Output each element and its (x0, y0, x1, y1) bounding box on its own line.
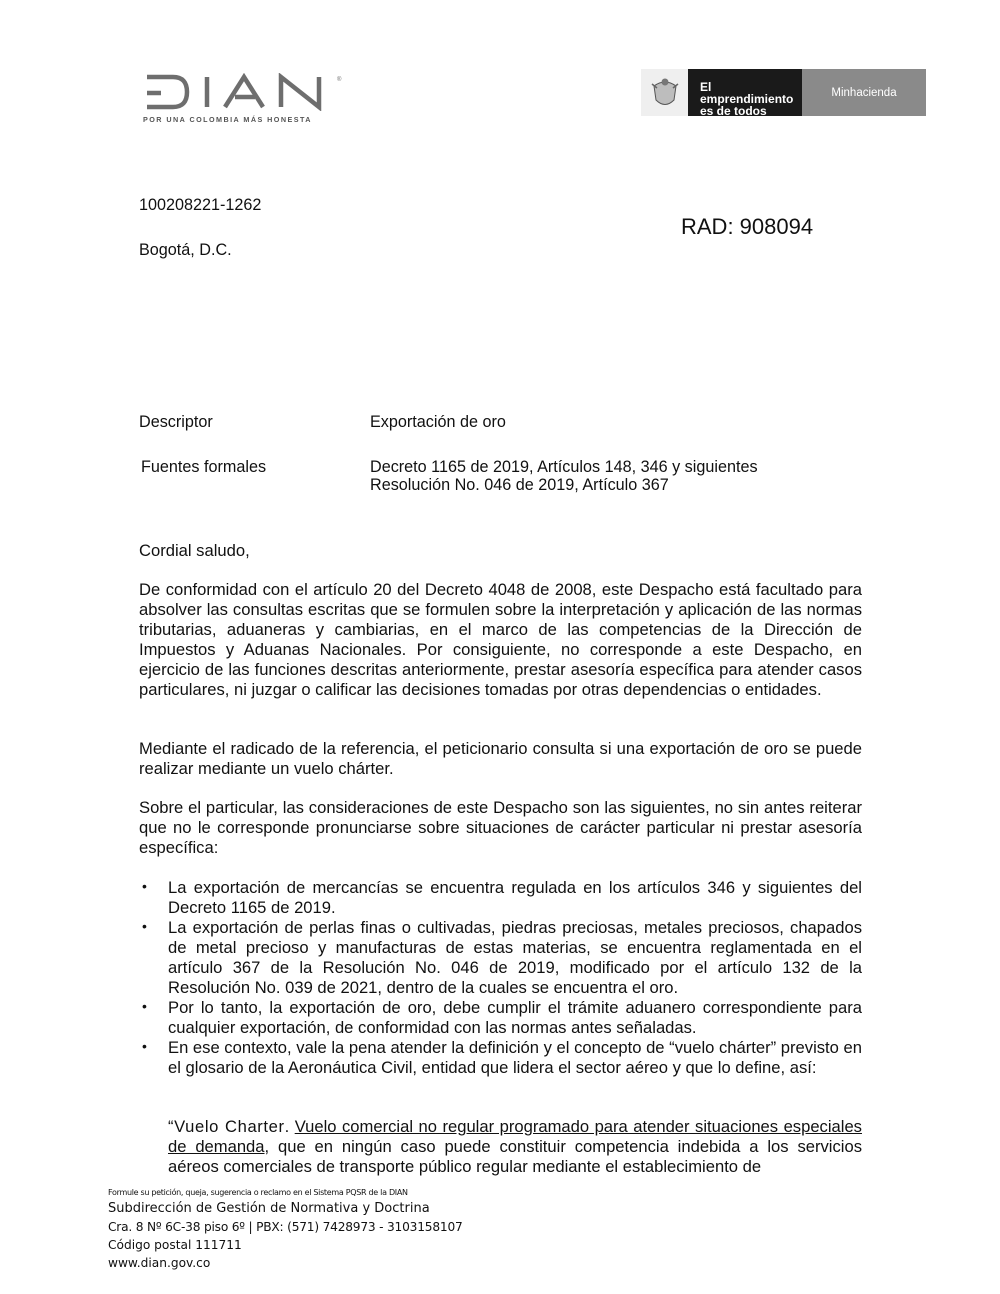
footer-postal-code: Código postal 111711 (108, 1238, 242, 1252)
gov-slogan (688, 69, 802, 116)
quote-definition: Vuelo comercial no regular programado para atender situaciones especiales de demanda (168, 1117, 862, 1156)
bullet-icon: • (142, 998, 147, 1014)
bullet-item: Por lo tanto, la exportación de oro, debe cumplir el trámite aduanero correspondiente para cualquier exportación, de conformidad con las normas antes señaladas. (168, 998, 862, 1037)
coat-of-arms-icon (641, 69, 688, 116)
paragraph-3: Sobre el particular, las consideraciones de este Despacho son las siguientes, no sin antes reiterar que no le corresponde pronunciarse sobre situaciones de carácter particular ni prestar asesoría específica: (139, 798, 862, 857)
quote-paragraph (168, 1117, 862, 1177)
fuentes-line-2: Resolución No. 046 de 2019, Artículo 367 (370, 476, 669, 494)
bullet-item: En ese contexto, vale la pena atender la definición y el concepto de “vuelo chárter” previsto en el glosario de la Aeronáutica Civil, entidad que lidera el sector aéreo y que lo define, así: (168, 1038, 862, 1077)
logo-tagline: POR UNA COLOMBIA MÁS HONESTA (143, 115, 312, 124)
bullet-icon: • (142, 878, 147, 894)
bullet-icon: • (142, 918, 147, 934)
gov-slogan-line2: es de todos (700, 104, 767, 118)
footer-subdireccion: Subdirección de Gestión de Normativa y Doctrina (108, 1201, 430, 1216)
ministry-label: Minhacienda (802, 69, 926, 116)
fuentes-line-1: Decreto 1165 de 2019, Artículos 148, 346 y siguientes (370, 458, 758, 476)
dian-logo (143, 73, 343, 111)
bullet-icon: • (142, 1038, 147, 1054)
fuentes-label: Fuentes formales (141, 458, 267, 476)
quote-term: “Vuelo Charter (168, 1117, 285, 1136)
bullet-item: La exportación de mercancías se encuentra regulada en los artículos 346 y siguientes del Decreto 1165 de 2019. (168, 878, 862, 917)
paragraph-2: Mediante el radicado de la referencia, el peticionario consulta si una exportación de oro se puede realizar mediante un vuelo chárter. (139, 739, 862, 778)
bullet-item: La exportación de perlas finas o cultivadas, piedras preciosas, metales preciosos, chapados de metal precioso y manufacturas de estas materias, se encuentra reglamentada en el artículo 367 de la Resolución No. 046 de 2019, modificado por el artículo 132 de la Resolución No. 039 de 2021, dentro de la cuales se encuentra el oro. (168, 918, 862, 997)
footer-pqsr-note: Formule su petición, queja, sugerencia o reclamo en el Sistema PQSR de la DIAN (108, 1188, 408, 1197)
quote-dot: . (284, 1117, 295, 1136)
gov-slogan-line1: El emprendimiento (700, 80, 794, 106)
footer-address: Cra. 8 Nº 6C-38 piso 6º | PBX: (571) 7428973 - 3103158107 (108, 1220, 463, 1234)
descriptor-label: Descriptor (139, 413, 213, 431)
svg-text:®: ® (337, 77, 342, 83)
greeting: Cordial saludo, (139, 541, 250, 560)
government-banner (641, 69, 926, 116)
footer-website-link[interactable]: www.dian.gov.co (108, 1256, 211, 1270)
reference-number: 100208221-1262 (139, 196, 262, 214)
descriptor-value: Exportación de oro (370, 413, 506, 431)
city: Bogotá, D.C. (139, 241, 232, 259)
quote-rest: , que en ningún caso puede constituir competencia indebida a los servicios aéreos comerciales de transporte público regular mediante el establecimiento de (168, 1137, 862, 1176)
rad-number: RAD: 908094 (681, 214, 814, 239)
paragraph-1: De conformidad con el artículo 20 del Decreto 4048 de 2008, este Despacho está facultado para absolver las consultas escritas que se formulen sobre la interpretación y aplicación de las normas tributarias, aduaneras y cambiarias, en el marco de las competencias de la Dirección de Impuestos y Aduanas Nacionales. Por consiguiente, no corresponde a este Despacho, en ejercicio de las funciones descritas anteriormente, prestar asesoría específica para atender casos particulares, ni juzgar o calificar las decisiones tomadas por otras dependencias o entidades. (139, 580, 862, 699)
fuentes-value (370, 458, 758, 494)
